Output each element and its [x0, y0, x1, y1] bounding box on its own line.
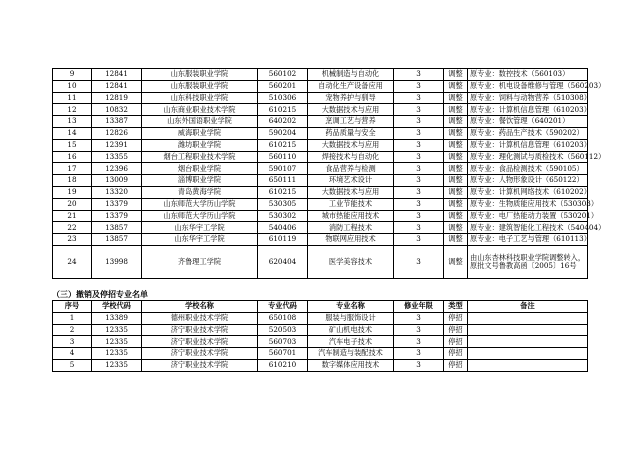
adjusted-majors-table	[52, 68, 606, 279]
cell-note: 原专业：人物形象设计（650122）	[468, 175, 588, 187]
header-school: 学校名称	[142, 301, 258, 313]
cell-school: 济宁职业技术学院	[142, 348, 258, 360]
cell-years: 3	[394, 324, 444, 336]
cell-major-code: 610119	[258, 234, 308, 246]
cell-major: 自动化生产设备应用	[308, 80, 394, 92]
cell-major: 工业节能技术	[308, 198, 394, 210]
cell-years: 3	[394, 116, 444, 128]
table-row	[53, 175, 588, 187]
cell-major-code: 530302	[258, 210, 308, 222]
cell-school: 山东科技职业学院	[142, 92, 258, 104]
cell-school: 青岛黄海学院	[142, 186, 258, 198]
cell-note: 原专业：食品检测技术（590105）	[468, 163, 588, 175]
header-note: 备注	[468, 301, 588, 313]
table-row	[53, 359, 588, 371]
cell-note	[468, 359, 588, 371]
cell-type: 调整	[444, 234, 468, 246]
cell-major: 医学美容技术	[308, 245, 394, 278]
cell-code: 13387	[92, 116, 142, 128]
cell-no: 24	[53, 245, 92, 278]
cell-type: 调整	[444, 198, 468, 210]
cell-no: 18	[53, 175, 92, 187]
cell-years: 3	[394, 222, 444, 234]
section-title: （三）撤销及停招专业名单	[52, 290, 148, 299]
cell-code: 13998	[92, 245, 142, 278]
cell-no: 4	[53, 348, 92, 360]
cell-note: 由山东杏林科技职业学院调整转入，原批文号鲁教高函〔2005〕16号	[468, 245, 588, 278]
cell-major-code: 560703	[258, 336, 308, 348]
cell-code: 13857	[92, 222, 142, 234]
cell-type: 调整	[444, 69, 468, 81]
cell-years: 3	[394, 127, 444, 139]
cell-major-code: 540406	[258, 222, 308, 234]
cell-years: 3	[394, 175, 444, 187]
cell-no: 5	[53, 359, 92, 371]
table-row	[53, 116, 588, 128]
cell-note: 原专业：电厂热能动力装置（530201）	[468, 210, 588, 222]
cell-years: 3	[394, 359, 444, 371]
cell-major-code: 640202	[258, 116, 308, 128]
cell-note	[468, 312, 588, 324]
cell-major-code: 650108	[258, 312, 308, 324]
cell-note: 原专业：生物质能应用技术（530303）	[468, 198, 588, 210]
table-row	[53, 222, 588, 234]
cell-major: 环境艺术设计	[308, 175, 394, 187]
cell-note	[468, 336, 588, 348]
cell-no: 14	[53, 127, 92, 139]
cell-code: 12826	[92, 127, 142, 139]
cell-major: 汽车电子技术	[308, 336, 394, 348]
cell-years: 3	[394, 80, 444, 92]
cell-no: 22	[53, 222, 92, 234]
cell-no: 15	[53, 139, 92, 151]
cell-type: 停招	[444, 336, 468, 348]
header-type: 类型	[444, 301, 468, 313]
header-code: 学校代码	[92, 301, 142, 313]
cell-years: 3	[394, 312, 444, 324]
cell-note: 原专业：饲料与动物营养（510308）	[468, 92, 588, 104]
cell-type: 调整	[444, 139, 468, 151]
table-row	[53, 80, 588, 92]
cell-major-code: 560102	[258, 69, 308, 81]
cell-type: 调整	[444, 116, 468, 128]
cell-code: 10832	[92, 104, 142, 116]
cell-no: 9	[53, 69, 92, 81]
cell-code: 13379	[92, 210, 142, 222]
cell-no: 13	[53, 116, 92, 128]
cell-code: 12841	[92, 69, 142, 81]
cell-type: 调整	[444, 80, 468, 92]
cell-code: 12396	[92, 163, 142, 175]
cell-school: 潍坊职业学院	[142, 139, 258, 151]
cell-note: 原专业：电子工艺与管理（610113）	[468, 234, 588, 246]
cell-major: 大数据技术与应用	[308, 104, 394, 116]
cell-code: 12841	[92, 80, 142, 92]
cell-school: 山东华宇工学院	[142, 222, 258, 234]
cell-code: 12335	[92, 336, 142, 348]
cell-no: 16	[53, 151, 92, 163]
cell-major-code: 520503	[258, 324, 308, 336]
cell-school: 齐鲁理工学院	[142, 245, 258, 278]
cell-major: 消防工程技术	[308, 222, 394, 234]
cell-no: 12	[53, 104, 92, 116]
cell-school: 德州职业技术学院	[142, 312, 258, 324]
cell-code: 12819	[92, 92, 142, 104]
cell-school: 威海职业学院	[142, 127, 258, 139]
cell-no: 11	[53, 92, 92, 104]
cell-type: 调整	[444, 210, 468, 222]
cell-major-code: 620404	[258, 245, 308, 278]
cell-major: 数字媒体应用技术	[308, 359, 394, 371]
cell-note	[468, 348, 588, 360]
cell-school: 山东商业职业技术学院	[142, 104, 258, 116]
cell-years: 3	[394, 139, 444, 151]
cell-school: 济宁职业技术学院	[142, 359, 258, 371]
cell-code: 12391	[92, 139, 142, 151]
cell-no: 3	[53, 336, 92, 348]
cell-years: 3	[394, 198, 444, 210]
table-row	[53, 324, 588, 336]
suspended-majors-body	[53, 312, 588, 371]
cell-years: 3	[394, 163, 444, 175]
suspended-majors-table	[52, 300, 588, 372]
cell-major: 焊接技术与自动化	[308, 151, 394, 163]
cell-note	[468, 324, 588, 336]
cell-major: 药品质量与安全	[308, 127, 394, 139]
cell-no: 20	[53, 198, 92, 210]
cell-code: 13009	[92, 175, 142, 187]
cell-school: 淄博职业学院	[142, 175, 258, 187]
cell-school: 济宁职业技术学院	[142, 336, 258, 348]
cell-type: 停招	[444, 324, 468, 336]
cell-note: 原专业：计算机信息管理（610203）	[468, 139, 588, 151]
cell-major-code: 530305	[258, 198, 308, 210]
table-row	[53, 312, 588, 324]
cell-school: 山东师范大学历山学院	[142, 198, 258, 210]
cell-no: 17	[53, 163, 92, 175]
cell-major: 大数据技术与应用	[308, 139, 394, 151]
header-major: 专业名称	[308, 301, 394, 313]
table-row	[53, 234, 588, 246]
cell-school: 山东外国语职业学院	[142, 116, 258, 128]
cell-school: 山东师范大学历山学院	[142, 210, 258, 222]
cell-code: 13379	[92, 198, 142, 210]
cell-type: 调整	[444, 245, 468, 278]
cell-no: 21	[53, 210, 92, 222]
cell-school: 烟台职业学院	[142, 163, 258, 175]
cell-major: 服装与服饰设计	[308, 312, 394, 324]
cell-note: 原专业：计算机网络技术（610202）	[468, 186, 588, 198]
table-row	[53, 245, 588, 278]
cell-years: 3	[394, 69, 444, 81]
cell-years: 3	[394, 151, 444, 163]
cell-no: 2	[53, 324, 92, 336]
cell-type: 调整	[444, 127, 468, 139]
cell-note: 原专业：药品生产技术（590202）	[468, 127, 588, 139]
table-row	[53, 348, 588, 360]
table-header-row	[53, 301, 588, 313]
cell-type: 调整	[444, 163, 468, 175]
cell-years: 3	[394, 186, 444, 198]
cell-type: 停招	[444, 312, 468, 324]
cell-school: 烟台工程职业技术学院	[142, 151, 258, 163]
cell-years: 3	[394, 210, 444, 222]
cell-major-code: 560701	[258, 348, 308, 360]
cell-code: 12335	[92, 359, 142, 371]
cell-years: 3	[394, 234, 444, 246]
cell-major: 物联网应用技术	[308, 234, 394, 246]
cell-major: 机械制造与自动化	[308, 69, 394, 81]
cell-type: 停招	[444, 359, 468, 371]
cell-type: 调整	[444, 151, 468, 163]
cell-major-code: 560110	[258, 151, 308, 163]
cell-school: 山东服装职业学院	[142, 80, 258, 92]
cell-code: 13320	[92, 186, 142, 198]
cell-major: 大数据技术与应用	[308, 186, 394, 198]
table-row	[53, 139, 588, 151]
cell-major-code: 610215	[258, 186, 308, 198]
cell-type: 调整	[444, 222, 468, 234]
cell-no: 19	[53, 186, 92, 198]
cell-code: 13857	[92, 234, 142, 246]
cell-major-code: 510306	[258, 92, 308, 104]
table-row	[53, 92, 588, 104]
cell-code: 13355	[92, 151, 142, 163]
cell-note: 原专业：数控技术（560103）	[468, 69, 588, 81]
cell-no: 10	[53, 80, 92, 92]
cell-major-code: 610215	[258, 104, 308, 116]
cell-years: 3	[394, 92, 444, 104]
cell-major: 烹调工艺与营养	[308, 116, 394, 128]
cell-note: 原专业：理化测试与质检技术（560112）	[468, 151, 588, 163]
cell-type: 调整	[444, 175, 468, 187]
cell-code: 13389	[92, 312, 142, 324]
cell-note: 原专业：建筑智能化工程技术（540404）	[468, 222, 588, 234]
cell-type: 调整	[444, 186, 468, 198]
cell-major: 宠物养护与驯导	[308, 92, 394, 104]
cell-major-code: 650111	[258, 175, 308, 187]
cell-school: 济宁职业技术学院	[142, 324, 258, 336]
cell-years: 3	[394, 348, 444, 360]
cell-school: 山东服装职业学院	[142, 69, 258, 81]
table-row	[53, 104, 588, 116]
cell-years: 3	[394, 336, 444, 348]
table-row	[53, 69, 588, 81]
table-row	[53, 186, 588, 198]
table-row	[53, 198, 588, 210]
header-no: 序号	[53, 301, 92, 313]
cell-major-code: 560201	[258, 80, 308, 92]
header-years: 修业年限	[394, 301, 444, 313]
cell-major-code: 610215	[258, 139, 308, 151]
cell-note: 原专业：计算机信息管理（610203）	[468, 104, 588, 116]
cell-major-code: 590204	[258, 127, 308, 139]
cell-years: 3	[394, 245, 444, 278]
cell-school: 山东华宇工学院	[142, 234, 258, 246]
cell-note: 原专业：餐饮管理（640201）	[468, 116, 588, 128]
cell-type: 调整	[444, 92, 468, 104]
cell-code: 12335	[92, 324, 142, 336]
cell-major: 汽车制造与装配技术	[308, 348, 394, 360]
cell-major-code: 610210	[258, 359, 308, 371]
cell-note: 原专业：机电设备维修与管理（560203）	[468, 80, 588, 92]
table-row	[53, 210, 588, 222]
header-major-code: 专业代码	[258, 301, 308, 313]
cell-no: 23	[53, 234, 92, 246]
table-row	[53, 151, 588, 163]
cell-major: 矿山机电技术	[308, 324, 394, 336]
cell-major: 食品营养与检测	[308, 163, 394, 175]
table-row	[53, 163, 588, 175]
cell-type: 调整	[444, 104, 468, 116]
adjusted-majors-body	[53, 69, 606, 279]
cell-code: 12335	[92, 348, 142, 360]
cell-major: 城市热能应用技术	[308, 210, 394, 222]
cell-major-code: 590107	[258, 163, 308, 175]
table-row	[53, 336, 588, 348]
cell-years: 3	[394, 104, 444, 116]
table-row	[53, 127, 588, 139]
cell-no: 1	[53, 312, 92, 324]
cell-type: 停招	[444, 348, 468, 360]
